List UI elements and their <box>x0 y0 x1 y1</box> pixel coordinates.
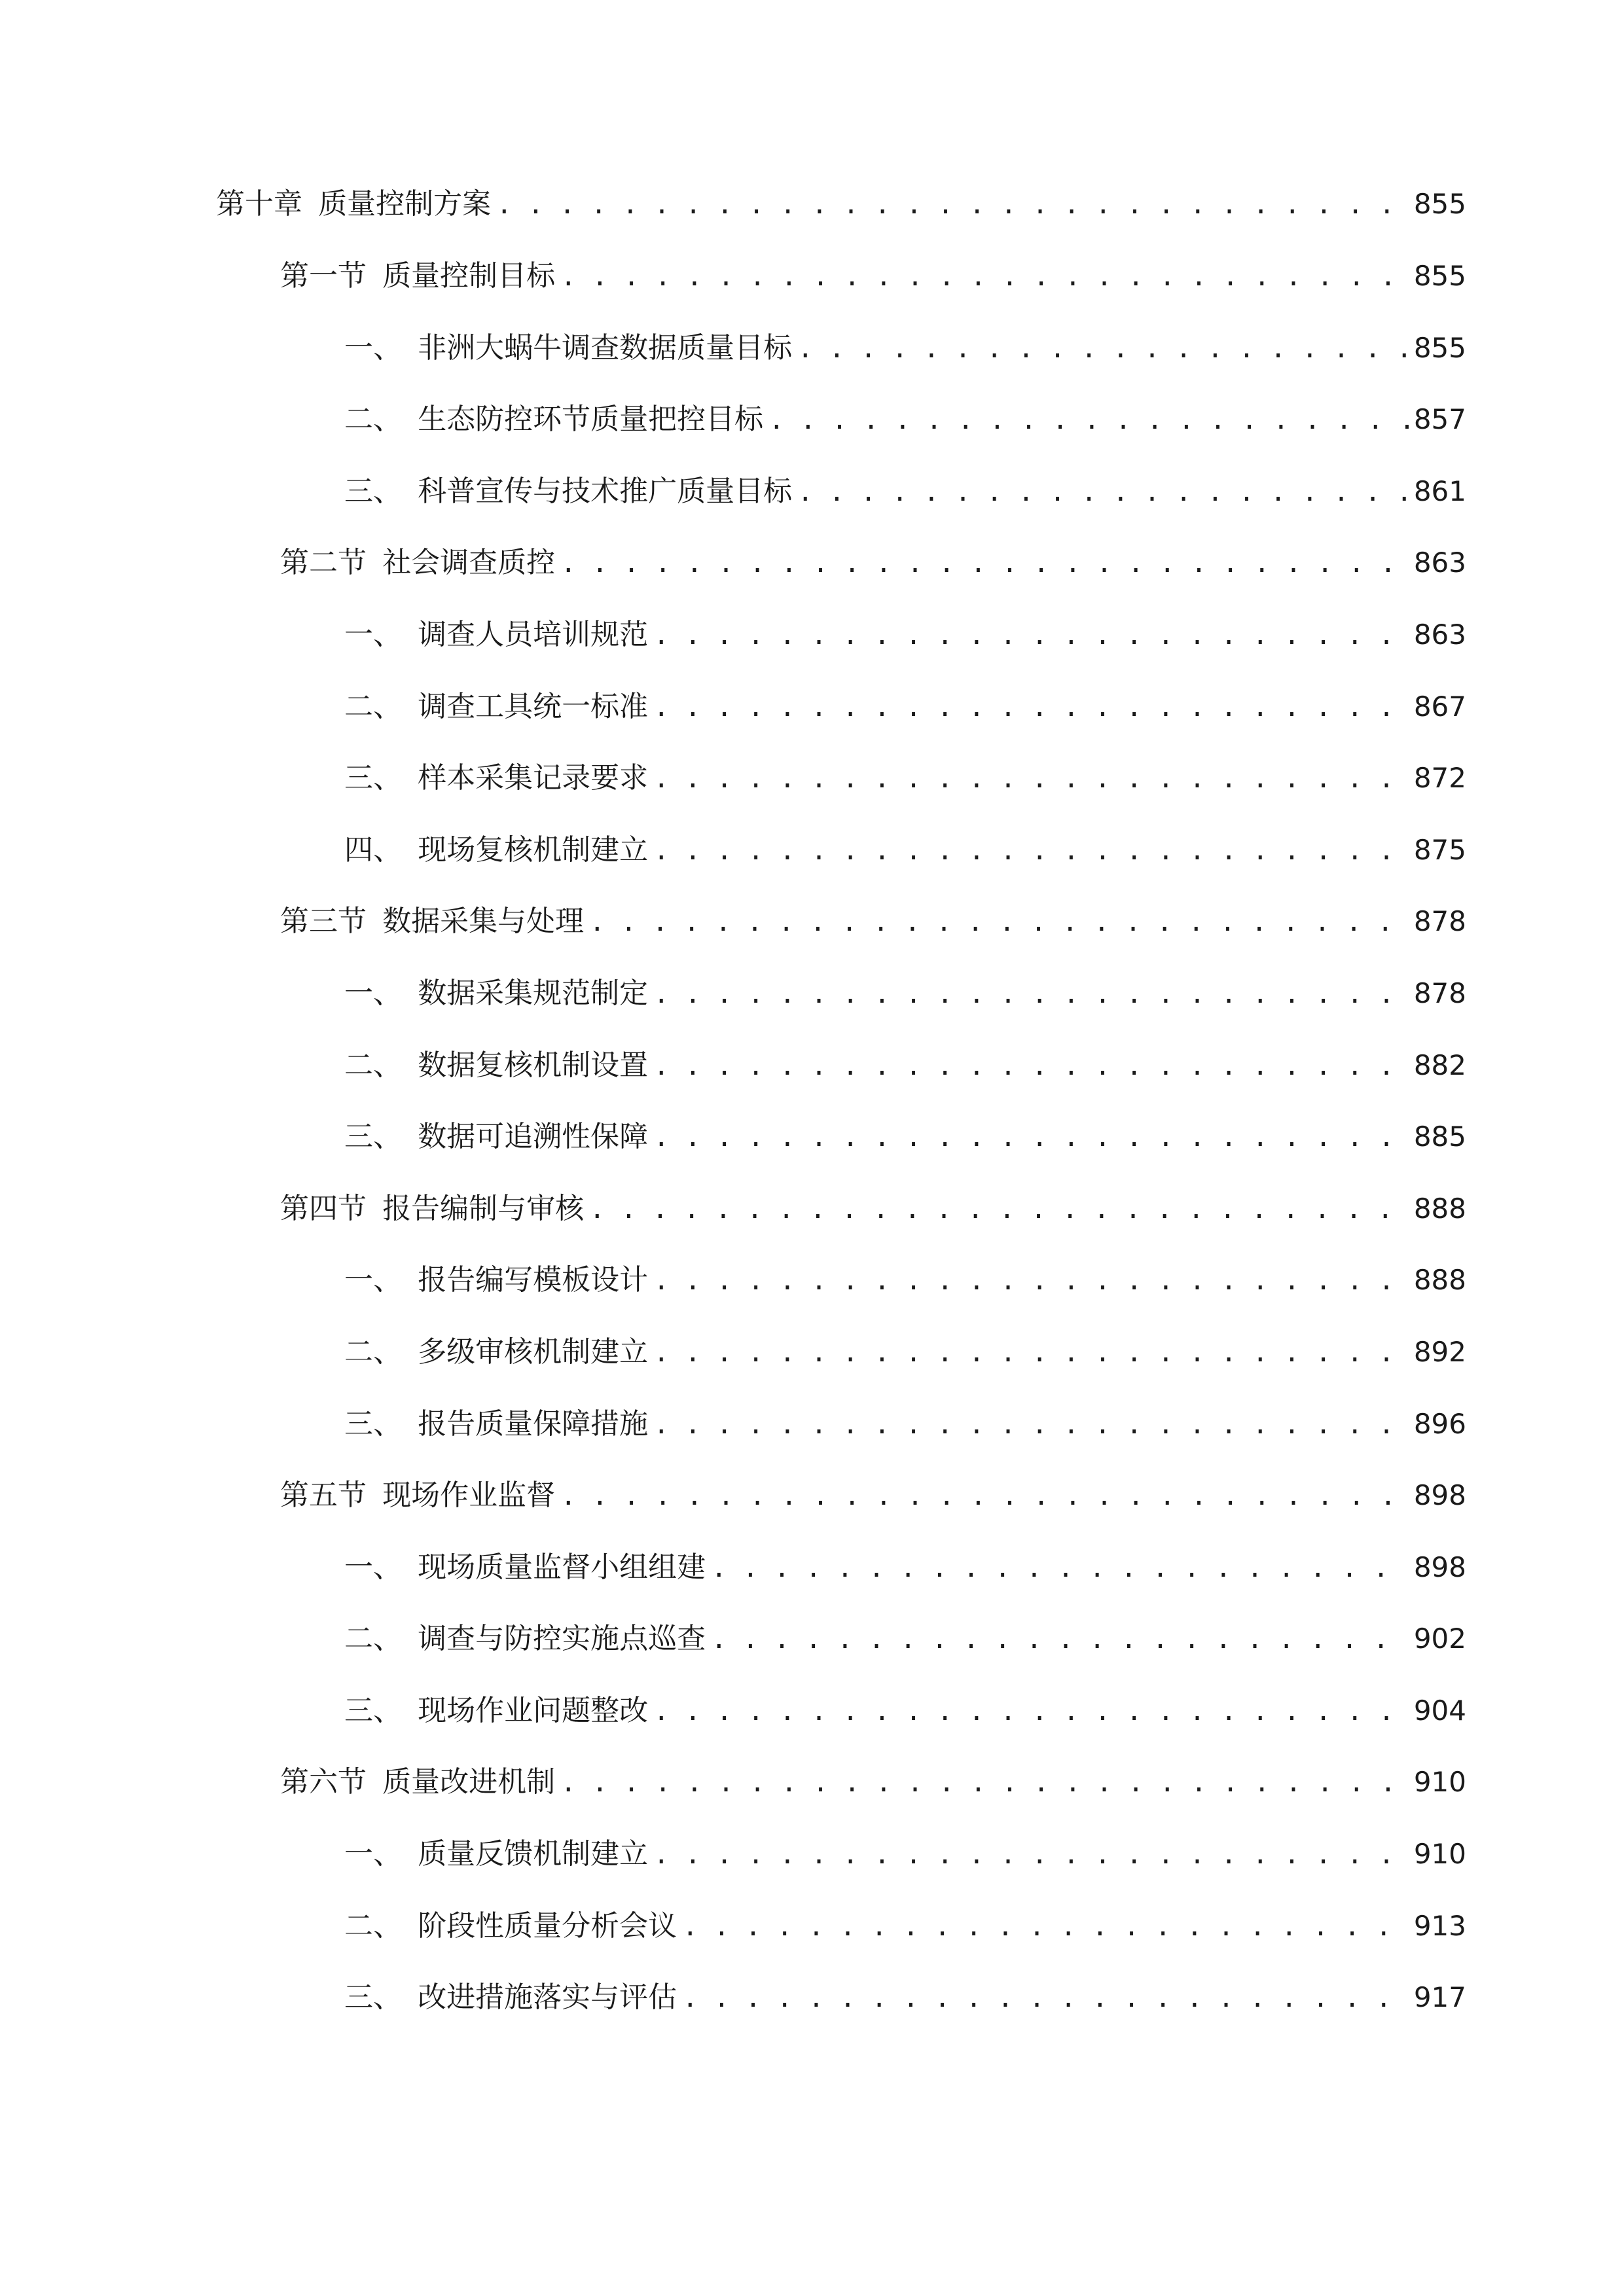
toc-entry-title: 报告编写模板设计 <box>418 1263 649 1297</box>
toc-dot-leader <box>653 1412 1409 1438</box>
toc-entry-title: 社会调查质控 <box>382 546 556 580</box>
toc-dot-leader <box>711 1555 1409 1581</box>
toc-entry-number: 四、 <box>344 833 402 867</box>
toc-dot-leader <box>797 479 1409 505</box>
toc-entry-number: 第四节 <box>280 1191 367 1225</box>
toc-entry-title: 质量反馈机制建立 <box>418 1837 649 1871</box>
toc-dot-leader <box>653 694 1409 721</box>
toc-entry-number: 三、 <box>344 761 402 795</box>
toc-dot-leader <box>797 336 1409 362</box>
toc-dot-leader <box>653 766 1409 792</box>
toc-dot-leader <box>653 1268 1409 1294</box>
toc-page-number: 863 <box>1413 547 1466 579</box>
toc-page-number: 867 <box>1413 690 1466 723</box>
toc-entry-title: 数据采集与处理 <box>382 905 585 939</box>
toc-entry-title: 现场作业问题整改 <box>418 1693 649 1727</box>
toc-entry-title: 报告质量保障措施 <box>418 1407 649 1441</box>
toc-page-number: 878 <box>1413 977 1466 1009</box>
toc-entry-number: 第二节 <box>280 546 367 580</box>
toc-entry-number: 一、 <box>344 331 402 365</box>
toc-page-number: 892 <box>1413 1335 1466 1368</box>
toc-page-number: 898 <box>1413 1551 1466 1583</box>
toc-dot-leader <box>711 1626 1409 1653</box>
toc-entry-number: 二、 <box>344 1909 402 1943</box>
toc-entry-number: 三、 <box>344 1981 402 2015</box>
toc-entry-title: 数据复核机制设置 <box>418 1048 649 1082</box>
toc-dot-leader <box>560 264 1409 290</box>
toc-dot-leader <box>768 407 1409 433</box>
toc-page-number: 872 <box>1413 762 1466 795</box>
toc-subsection-entry[interactable] <box>216 405 1466 477</box>
toc-entry-title: 现场质量监督小组组建 <box>418 1550 706 1584</box>
toc-entry-number: 第三节 <box>280 905 367 939</box>
toc-subsection-entry[interactable] <box>216 331 1466 406</box>
toc-subsection-entry[interactable] <box>216 976 1466 1051</box>
toc-entry-number: 一、 <box>344 1263 402 1297</box>
toc-dot-leader <box>589 1196 1409 1223</box>
toc-entry-title: 多级审核机制建立 <box>418 1335 649 1369</box>
toc-page-number: 855 <box>1413 331 1466 364</box>
toc-section-entry[interactable] <box>216 907 1466 979</box>
toc-subsection-entry[interactable] <box>216 689 1466 764</box>
toc-entry-title: 调查工具统一标准 <box>418 689 649 723</box>
toc-subsection-entry[interactable] <box>216 1909 1466 1984</box>
toc-entry-number: 一、 <box>344 976 402 1010</box>
toc-dot-leader <box>653 1842 1409 1868</box>
toc-dot-leader <box>653 981 1409 1007</box>
toc-section-entry[interactable] <box>216 259 1466 334</box>
toc-subsection-entry[interactable] <box>216 1335 1466 1410</box>
toc-entry-number: 一、 <box>344 617 402 651</box>
toc-entry-title: 调查与防控实施点巡查 <box>418 1622 706 1656</box>
toc-entry-number: 一、 <box>344 1837 402 1871</box>
toc-page-number: 917 <box>1413 1981 1466 2014</box>
toc-entry-title: 样本采集记录要求 <box>418 761 649 795</box>
toc-entry-title: 阶段性质量分析会议 <box>418 1909 677 1943</box>
toc-section-entry[interactable] <box>216 1191 1466 1266</box>
toc-dot-leader <box>682 1985 1409 2011</box>
toc-entry-title: 报告编制与审核 <box>382 1191 585 1225</box>
toc-entry-title: 质量控制目标 <box>382 259 556 293</box>
toc-page-number: 878 <box>1413 905 1466 938</box>
toc-entry-title: 质量改进机制 <box>382 1765 556 1799</box>
toc-subsection-entry[interactable] <box>216 1624 1466 1696</box>
toc-page-number: 855 <box>1413 188 1466 220</box>
toc-page-number: 913 <box>1413 1909 1466 1942</box>
toc-page-number: 904 <box>1413 1694 1466 1727</box>
toc-entry-title: 改进措施落实与评估 <box>418 1981 677 2015</box>
toc-section-entry[interactable] <box>216 548 1466 620</box>
toc-entry-title: 数据可追溯性保障 <box>418 1120 649 1154</box>
toc-page-number: 898 <box>1413 1479 1466 1512</box>
toc-page-number: 885 <box>1413 1121 1466 1153</box>
toc-entry-title: 现场作业监督 <box>382 1479 556 1513</box>
toc-page-number: 896 <box>1413 1407 1466 1440</box>
toc-entry-title: 生态防控环节质量把控目标 <box>418 403 764 437</box>
toc-chapter-entry[interactable] <box>216 187 1466 262</box>
toc-entry-title: 科普宣传与技术推广质量目标 <box>418 474 793 508</box>
toc-entry-number: 二、 <box>344 689 402 723</box>
toc-dot-leader <box>653 622 1409 649</box>
toc-dot-leader <box>589 909 1409 935</box>
toc-entry-title: 质量控制方案 <box>318 187 492 221</box>
toc-subsection-entry[interactable] <box>216 833 1466 908</box>
toc-entry-number: 三、 <box>344 1693 402 1727</box>
toc-dot-leader <box>653 1340 1409 1366</box>
toc-subsection-entry[interactable] <box>216 1048 1466 1123</box>
toc-page-number: 910 <box>1413 1766 1466 1799</box>
toc-page-number: 863 <box>1413 618 1466 651</box>
toc-subsection-entry[interactable] <box>216 1407 1466 1482</box>
toc-page-number: 855 <box>1413 260 1466 292</box>
toc-subsection-entry[interactable] <box>216 1550 1466 1625</box>
toc-entry-number: 三、 <box>344 474 402 508</box>
toc-entry-number: 一、 <box>344 1550 402 1584</box>
toc-dot-leader <box>653 1124 1409 1151</box>
toc-subsection-entry[interactable] <box>216 761 1466 836</box>
toc-subsection-entry[interactable] <box>216 1263 1466 1338</box>
toc-page-number: 910 <box>1413 1838 1466 1871</box>
toc-dot-leader <box>682 1914 1409 1940</box>
toc-page-number: 875 <box>1413 833 1466 866</box>
toc-dot-leader <box>560 1483 1409 1509</box>
toc-entry-title: 调查人员培训规范 <box>418 617 649 651</box>
toc-section-entry[interactable] <box>216 1481 1466 1553</box>
toc-entry-number: 第一节 <box>280 259 367 293</box>
toc-page-number: 888 <box>1413 1264 1466 1297</box>
toc-dot-leader <box>653 1698 1409 1725</box>
toc-subsection-entry[interactable] <box>216 1693 1466 1768</box>
toc-page-number: 857 <box>1413 403 1466 436</box>
toc-page-number: 888 <box>1413 1192 1466 1225</box>
toc-entry-number: 三、 <box>344 1407 402 1441</box>
toc-entry-number: 第五节 <box>280 1479 367 1513</box>
toc-subsection-entry[interactable] <box>216 1983 1466 2055</box>
toc-entry-number: 第六节 <box>280 1765 367 1799</box>
toc-page-number: 861 <box>1413 475 1466 507</box>
toc-page-number: 902 <box>1413 1623 1466 1655</box>
toc-entry-number: 第十章 <box>216 187 302 221</box>
toc-subsection-entry[interactable] <box>216 474 1466 549</box>
toc-entry-number: 二、 <box>344 403 402 437</box>
toc-subsection-entry[interactable] <box>216 1837 1466 1912</box>
toc-section-entry[interactable] <box>216 1765 1466 1840</box>
table-of-contents <box>216 187 1466 2055</box>
toc-dot-leader <box>496 192 1409 218</box>
toc-entry-title: 数据采集规范制定 <box>418 976 649 1010</box>
toc-entry-number: 二、 <box>344 1622 402 1656</box>
toc-page-number: 882 <box>1413 1049 1466 1081</box>
toc-subsection-entry[interactable] <box>216 1122 1466 1194</box>
toc-entry-title: 非洲大蜗牛调查数据质量目标 <box>418 331 793 365</box>
toc-entry-number: 三、 <box>344 1120 402 1154</box>
toc-dot-leader <box>653 838 1409 864</box>
toc-entry-title: 现场复核机制建立 <box>418 833 649 867</box>
toc-dot-leader <box>560 1770 1409 1796</box>
toc-dot-leader <box>653 1053 1409 1079</box>
toc-entry-number: 二、 <box>344 1335 402 1369</box>
toc-entry-number: 二、 <box>344 1048 402 1082</box>
toc-dot-leader <box>560 550 1409 577</box>
toc-subsection-entry[interactable] <box>216 617 1466 692</box>
